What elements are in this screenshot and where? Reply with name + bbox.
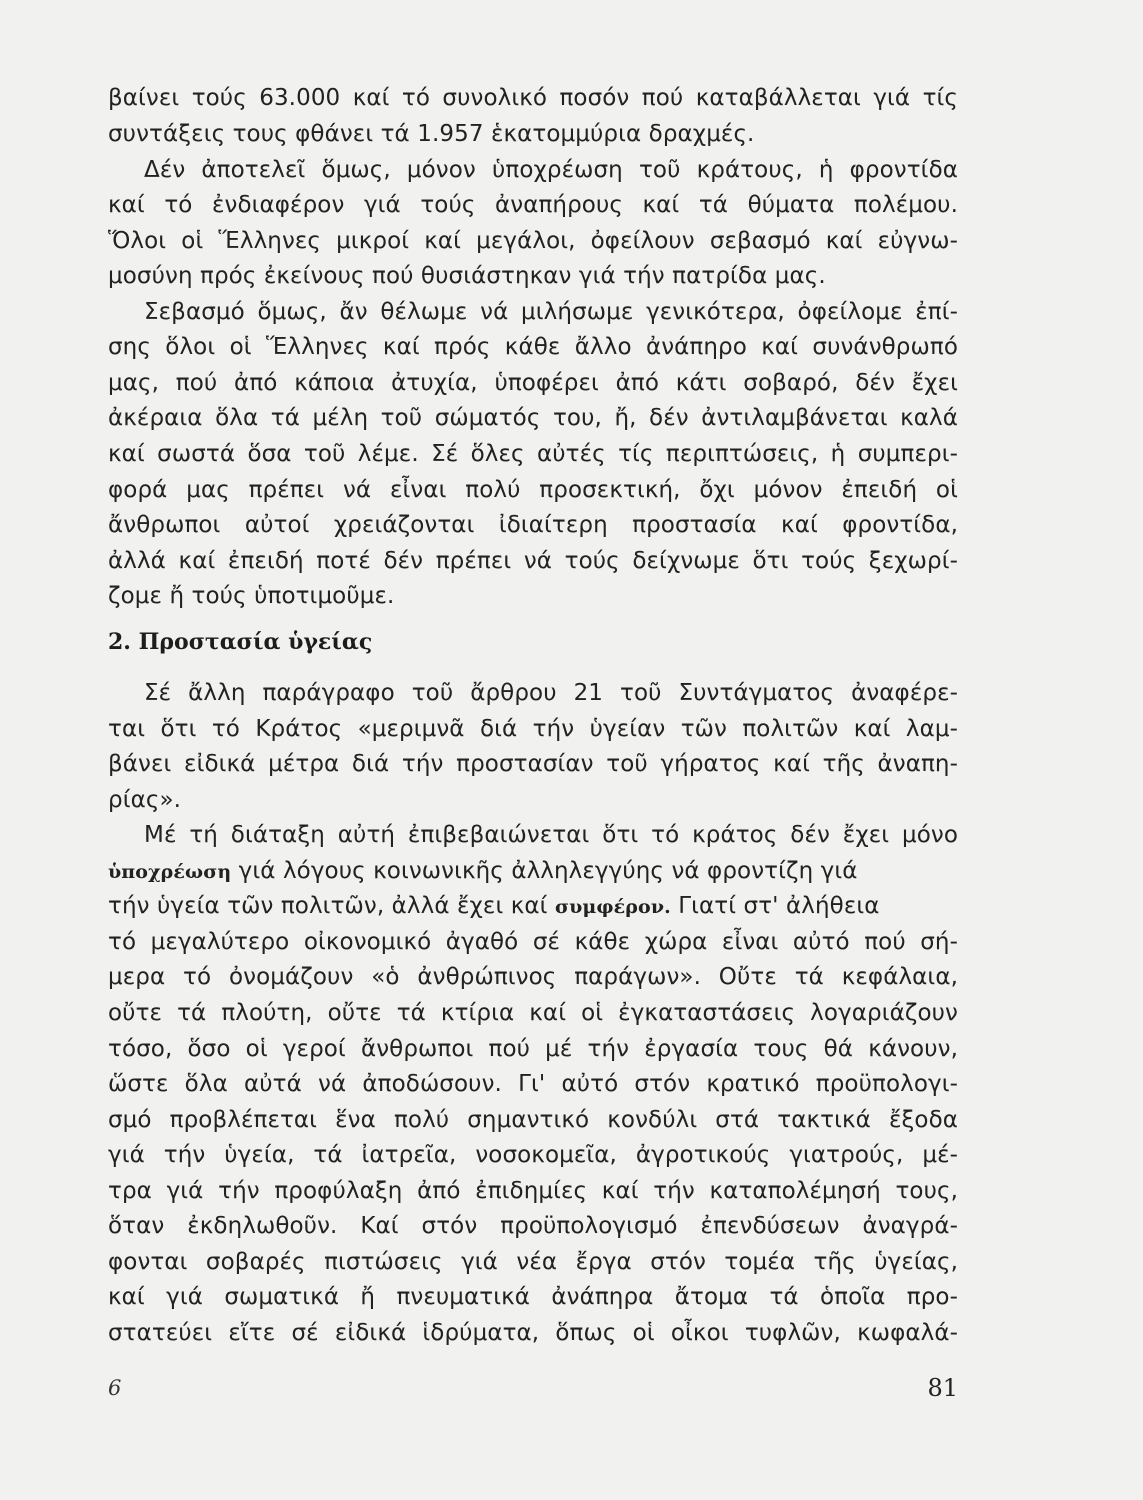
text-line: βάνει εἰδικά μέτρα διά τήν προστασίαν τοῦ γήρατος καί τῆς ἀναπη- [108,751,958,777]
section-heading: 2. Προστασία ὑγείας [108,629,373,655]
text-line: Ὅλοι οἱ Ἕλληνες μικροί καί μεγάλοι, ὀφείλουν σεβασμό καί εὐγνω- [108,228,958,254]
text-line: φορά μας πρέπει νά εἶναι πολύ προσεκτική, ὄχι μόνον ἐπειδή οἱ [108,477,958,503]
text-fragment: τήν ὑγεία τῶν πολιτῶν, ἀλλά ἔχει καί [108,893,555,919]
text-fragment: Γιατί στ' ἀλήθεια [670,893,880,919]
text-line: ται ὅτι τό Κράτος «μεριμνᾶ διά τήν ὑγείαν τῶν πολιτῶν καί λαμ- [108,716,958,742]
text-line: Σεβασμό ὅμως, ἄν θέλωμε νά μιλήσωμε γενικότερα, ὀφείλομε ἐπί- [144,299,958,325]
text-line: ὥστε ὅλα αὐτά νά ἀποδώσουν. Γι' αὐτό στόν κρατικό προϋπολογι- [108,1071,958,1097]
text-line: ἄνθρωποι αὐτοί χρειάζονται ἰδιαίτερη προστασία καί φροντίδα, [108,512,958,538]
text-line [108,857,958,886]
text-line: Μέ τή διάταξη αὐτή ἐπιβεβαιώνεται ὅτι τό κράτος δέν ἔχει μόνο [144,822,958,848]
text-line: ὅταν ἐκδηλωθοῦν. Καί στόν προϋπολογισμό ἐπενδύσεων ἀναγρά- [108,1213,958,1239]
signature-mark: 6 [108,1376,122,1400]
text-line: οὔτε τά πλούτη, οὔτε τά κτίρια καί οἱ ἐγκαταστάσεις λογαριάζουν [108,1000,958,1026]
text-line: τό μεγαλύτερο οἰκονομικό ἀγαθό σέ κάθε χώρα εἶναι αὐτό πού σή- [108,929,958,955]
text-line: τρα γιά τήν προφύλαξη ἀπό ἐπιδημίες καί τήν καταπολέμησή τους, [108,1178,958,1204]
text-line: σμό προβλέπεται ἕνα πολύ σημαντικό κονδύλι στά τακτικά ἔξοδα [108,1107,958,1133]
text-fragment: γιά λόγους κοινωνικῆς ἀλληλεγγύης νά φροντίζη γιά [231,858,858,884]
text-line: στατεύει εἴτε σέ εἰδικά ἱδρύματα, ὅπως οἱ οἶκοι τυφλῶν, κωφαλά- [108,1320,958,1346]
text-line: γιά τήν ὑγεία, τά ἰατρεῖα, νοσοκομεῖα, ἀγροτικούς γιατρούς, μέ- [108,1142,958,1168]
emphasis-interest: συμφέρον. [554,896,671,918]
text-line: Σέ ἄλλη παράγραφο τοῦ ἄρθρου 21 τοῦ Συντάγματος ἀναφέρε- [144,680,958,706]
text-line: μας, πού ἀπό κάποια ἀτυχία, ὑποφέρει ἀπό κάτι σοβαρό, δέν ἔχει [108,370,958,396]
text-line: καί γιά σωματικά ἤ πνευματικά ἀνάπηρα ἄτομα τά ὁποῖα προ- [108,1284,958,1310]
text-line: ζομε ἤ τούς ὑποτιμοῦμε. [108,583,395,609]
text-line: ἀκέραια ὅλα τά μέλη τοῦ σώματός του, ἤ, δέν ἀντιλαμβάνεται καλά [108,405,958,431]
text-line: βαίνει τούς 63.000 καί τό συνολικό ποσόν πού καταβάλλεται γιά τίς [108,85,958,111]
text-line: σης ὅλοι οἱ Ἕλληνες καί πρός κάθε ἄλλο ἀνάπηρο καί συνάνθρωπό [108,334,958,360]
text-line: Δέν ἀποτελεῖ ὅμως, μόνον ὑποχρέωση τοῦ κράτους, ἡ φροντίδα [144,157,958,183]
text-line: συντάξεις τους φθάνει τά 1.957 ἑκατομμύρια δραχμές. [108,121,755,147]
text-line: ρίας». [108,787,182,813]
text-line: μοσύνη πρός ἐκείνους πού θυσιάστηκαν γιά τήν πατρίδα μας. [108,263,826,289]
text-line: μερα τό ὀνομάζουν «ὁ ἀνθρώπινος παράγων». Οὔτε τά κεφάλαια, [108,964,958,990]
text-line: ἀλλά καί ἐπειδή ποτέ δέν πρέπει νά τούς δείχνωμε ὅτι τούς ξεχωρί- [108,548,958,574]
page-number: 81 [927,1374,958,1402]
text-line [108,892,958,921]
text-line: καί σωστά ὅσα τοῦ λέμε. Σέ ὅλες αὐτές τίς περιπτώσεις, ἡ συμπερι- [108,441,958,467]
text-line: τόσο, ὅσο οἱ γεροί ἄνθρωποι πού μέ τήν ἐργασία τους θά κάνουν, [108,1036,958,1062]
text-line: φονται σοβαρές πιστώσεις γιά νέα ἔργα στόν τομέα τῆς ὑγείας, [108,1249,958,1275]
text-line: καί τό ἐνδιαφέρον γιά τούς ἀναπήρους καί τά θύματα πολέμου. [108,192,958,218]
emphasis-obligation: ὑποχρέωση [108,861,232,883]
